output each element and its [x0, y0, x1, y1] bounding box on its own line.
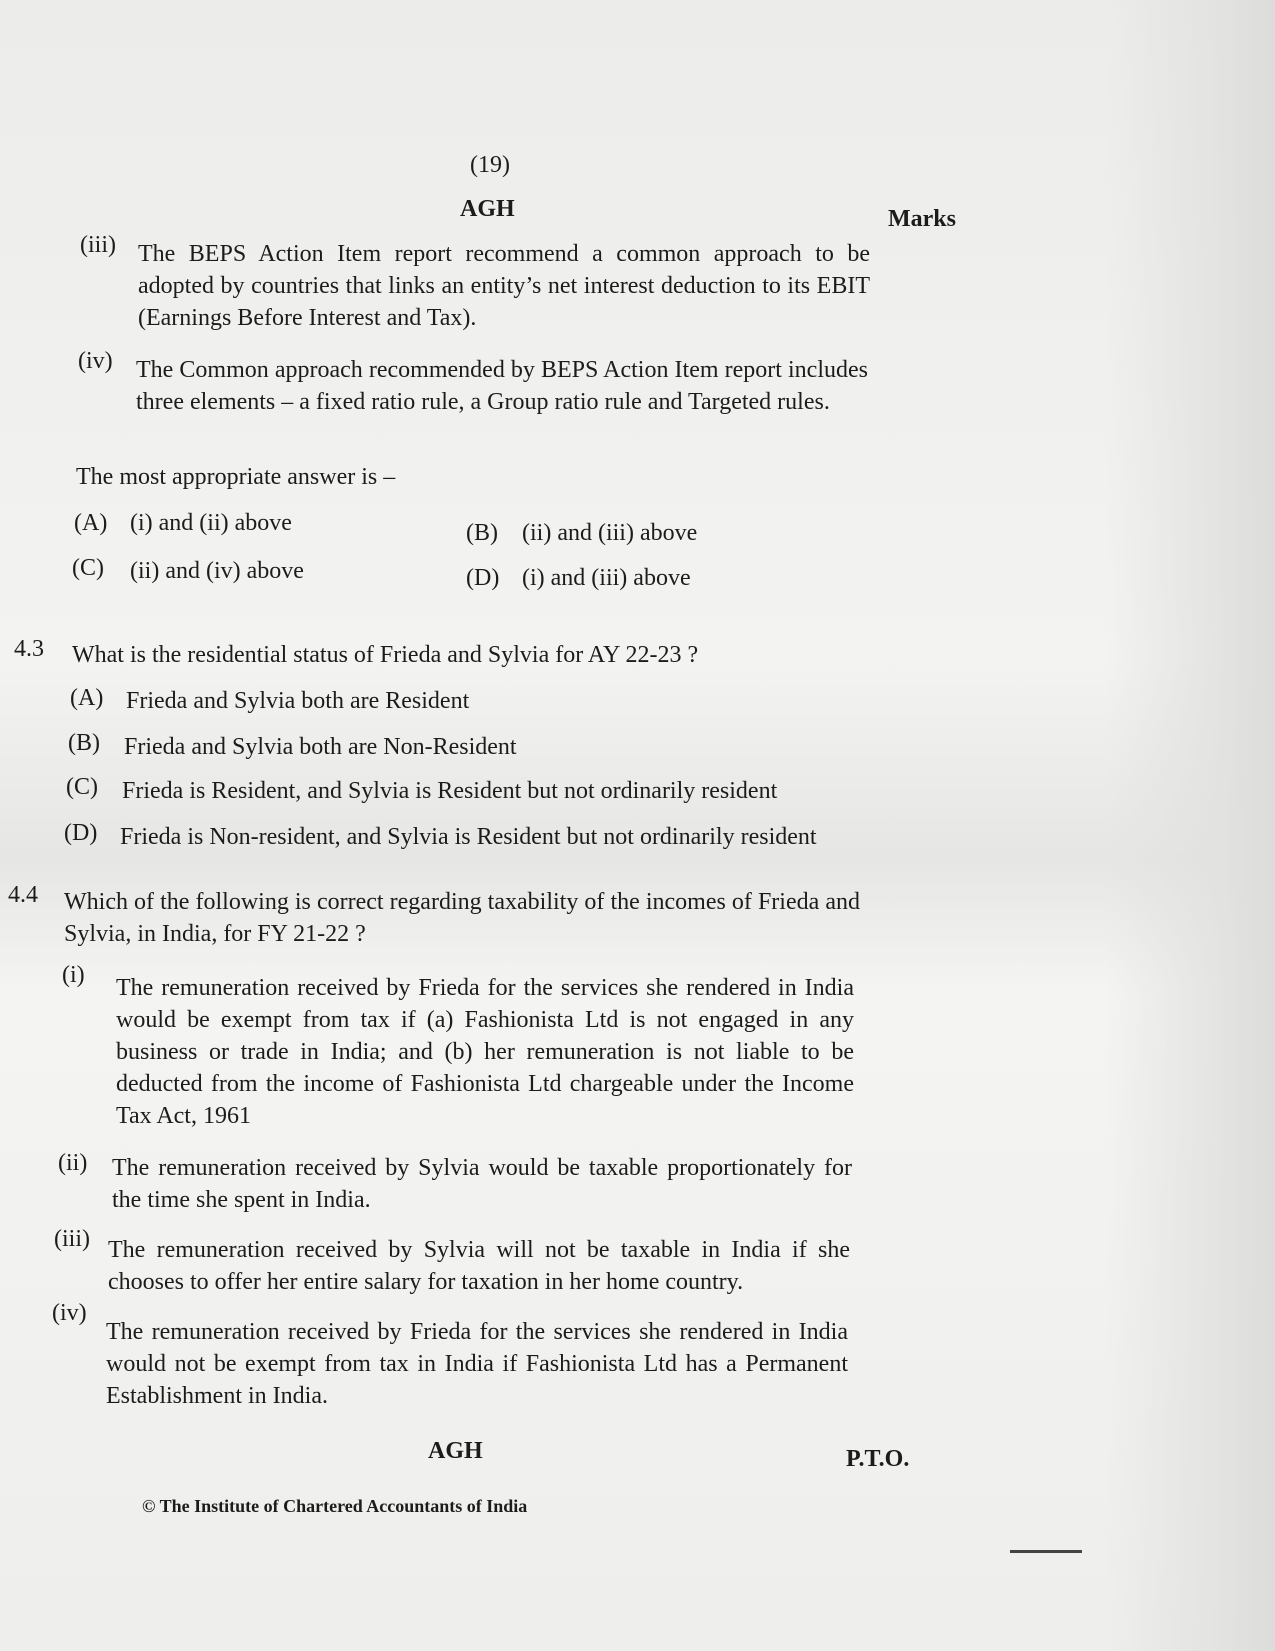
q4-4-statement-number-iii: (iii) [54, 1226, 90, 1252]
statement-number-iv: (iv) [78, 348, 113, 374]
option-c-text: (ii) and (iv) above [130, 558, 304, 584]
q4-4-statement-text-i: The remuneration received by Frieda for the services she rendered in India would be exempt from tax if (a) Fashionista Ltd is not engaged in any business or trade in India; and (b) her remuneration is not liable to be deducted from the income of Fashionista Ltd chargeable under the Income Tax Act, 1961 [116, 975, 854, 1129]
copyright-line: © The Institute of Chartered Accountants of India [142, 1496, 528, 1516]
option-b-text: (ii) and (iii) above [522, 520, 698, 546]
marks-label: Marks [888, 206, 956, 232]
question-text-4-4: Which of the following is correct regarding taxability of the incomes of Frieda and Sylvia, in India, for FY 21-22 ? [64, 889, 860, 947]
footer-paper-code: AGH [428, 1438, 483, 1464]
scan-edge-shadow [1105, 0, 1275, 1651]
option-d-label: (D) [466, 565, 500, 591]
q4-3-option-d-label: (D) [64, 820, 98, 846]
statement-number-iii: (iii) [80, 232, 116, 258]
statement-text-iv: The Common approach recommended by BEPS Action Item report includes three elements – a fixed ratio rule, a Group ratio rule and Targeted rules. [136, 357, 868, 415]
q4-3-option-b-text: Frieda and Sylvia both are Non-Resident [124, 734, 517, 760]
option-a-text: (i) and (ii) above [130, 510, 292, 536]
q4-4-statement-number-i: (i) [62, 962, 85, 988]
pto-label: P.T.O. [846, 1446, 910, 1472]
q4-3-option-a-text: Frieda and Sylvia both are Resident [126, 688, 470, 714]
scan-edge-mark [1010, 1550, 1082, 1553]
answer-prompt: The most appropriate answer is – [76, 464, 396, 490]
paper-code: AGH [460, 196, 515, 222]
q4-4-statement-text-iv: The remuneration received by Frieda for the services she rendered in India would not be exempt from tax in India if Fashionista Ltd has a Permanent Establishment in India. [106, 1319, 848, 1409]
q4-4-statement-number-ii: (ii) [58, 1150, 88, 1176]
q4-3-option-c-text: Frieda is Resident, and Sylvia is Resident but not ordinarily resident [122, 778, 778, 804]
option-b-label: (B) [466, 520, 498, 546]
q4-4-statement-number-iv: (iv) [52, 1300, 87, 1326]
question-number-4-3: 4.3 [14, 636, 44, 662]
q4-4-statement-text-ii: The remuneration received by Sylvia would be taxable proportionately for the time she spent in India. [112, 1155, 852, 1213]
option-c-label: (C) [72, 555, 104, 581]
q4-3-option-c-label: (C) [66, 774, 98, 800]
q4-3-option-a-label: (A) [70, 685, 104, 711]
q4-4-statement-text-iii: The remuneration received by Sylvia will not be taxable in India if she chooses to offer her entire salary for taxation in her home country. [108, 1237, 850, 1295]
page-number: (19) [470, 152, 510, 178]
option-a-label: (A) [74, 510, 108, 536]
q4-3-option-d-text: Frieda is Non-resident, and Sylvia is Resident but not ordinarily resident [120, 824, 817, 850]
question-text-4-3: What is the residential status of Frieda and Sylvia for AY 22-23 ? [72, 642, 699, 668]
statement-text-iii: The BEPS Action Item report recommend a common approach to be adopted by countries that links an entity’s net interest deduction to its EBIT (Earnings Before Interest and Tax). [138, 241, 870, 331]
q4-3-option-b-label: (B) [68, 730, 100, 756]
option-d-text: (i) and (iii) above [522, 565, 691, 591]
question-number-4-4: 4.4 [8, 882, 38, 908]
